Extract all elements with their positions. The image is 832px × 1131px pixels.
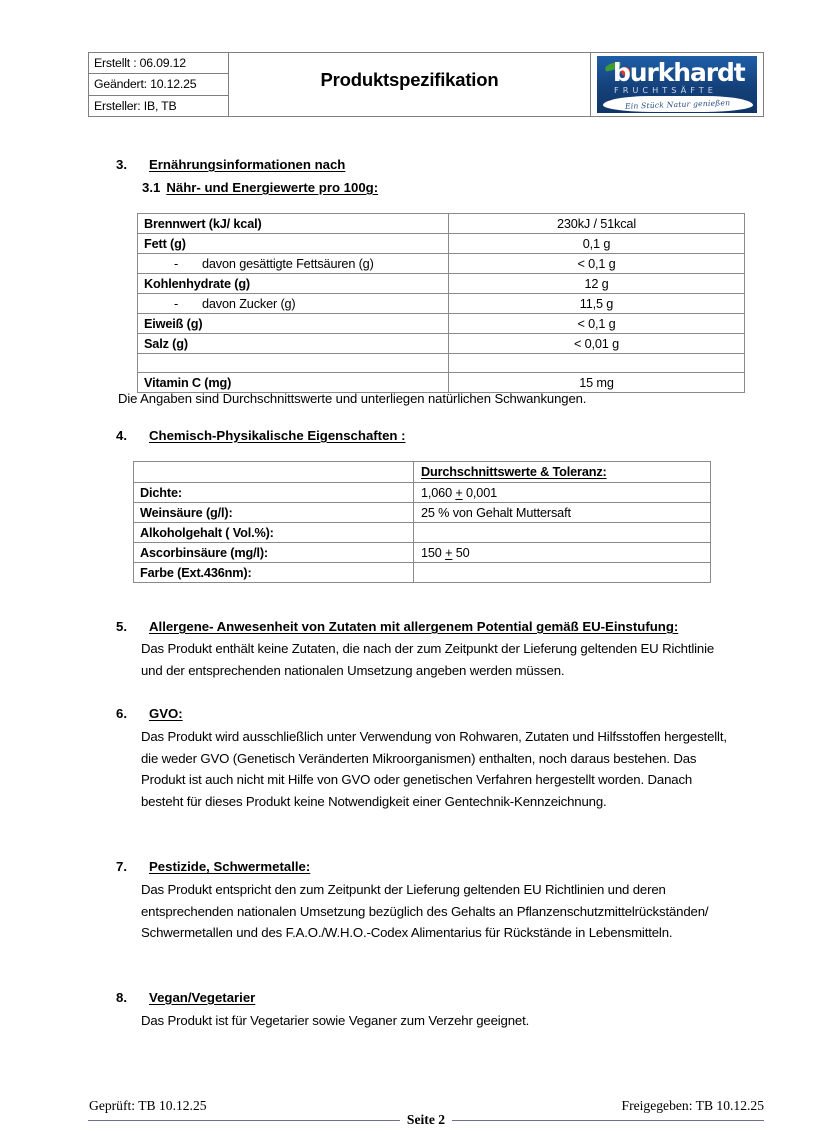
table-row — [138, 234, 745, 254]
logo-tagline: Ein Stück Natur genießen — [625, 97, 731, 111]
section-7-number: 7. — [116, 859, 127, 874]
nutrition-value-cell — [449, 373, 745, 393]
nutrition-value-cell — [449, 234, 745, 254]
section-5-body: Das Produkt enthält keine Zutaten, die nach der zum Zeitpunkt der Lieferung geltenden EU Richtlinie und der entsprechenden nationalen Umsetzung angeben werden müssen. — [141, 641, 715, 678]
nutrition-value: < 0,1 g — [577, 256, 616, 271]
nutrition-value: < 0,1 g — [577, 316, 616, 331]
section-5-heading — [116, 619, 678, 634]
table-row — [134, 503, 711, 523]
chem-label-cell — [134, 483, 414, 503]
section-8-heading — [116, 990, 255, 1005]
plus-minus-icon: + — [445, 545, 453, 560]
logo-ribbon — [603, 96, 753, 112]
nutrition-label-cell — [138, 214, 449, 234]
section-4-heading — [116, 428, 406, 443]
chem-value-pre: 1,060 — [421, 485, 456, 500]
chem-value-post: 0,001 — [462, 485, 498, 500]
table-row — [138, 214, 745, 234]
nutrition-value-cell — [449, 274, 745, 294]
chem-value-pre: 150 — [421, 545, 446, 560]
section-6-number: 6. — [116, 706, 127, 721]
section-3-1-heading — [142, 180, 378, 195]
table-row — [134, 523, 711, 543]
plus-minus-icon: + — [455, 485, 463, 500]
header-created-row: Erstellt : 06.09.12 — [89, 53, 228, 74]
document-footer — [88, 1098, 764, 1131]
nutrition-value-cell — [449, 294, 745, 314]
logo-box — [597, 56, 757, 113]
chem-value-cell — [414, 543, 711, 563]
table-row — [138, 314, 745, 334]
chem-label-cell — [134, 543, 414, 563]
nutrition-label-cell — [138, 334, 449, 354]
nutrition-value-cell — [449, 334, 745, 354]
chem-value-cell — [414, 523, 711, 543]
section-7-body: Das Produkt entspricht den zum Zeitpunkt der Lieferung geltenden EU Richtlinien und deren entsprechenden nationalen Umsetzung bezüglich des Gehalts an Pflanzenschutzmittelrückständen/ Schwermetallen und des F.A.O./W.H.O.-Codex Alimentarius für Rückstände in Lebensmitteln. — [141, 882, 709, 941]
nutrition-value: 15 mg — [579, 375, 614, 390]
nutrition-label-cell — [138, 234, 449, 254]
table-row — [138, 254, 745, 274]
nutrition-value: 0,1 g — [582, 236, 611, 251]
chem-label: Ascorbinsäure (mg/l): — [140, 545, 268, 560]
nutrition-label-cell — [138, 354, 449, 373]
chem-label-cell — [134, 523, 414, 543]
chem-label: Dichte: — [140, 485, 182, 500]
nutrition-value-cell — [449, 214, 745, 234]
chem-table-body — [134, 462, 711, 583]
nutrition-value: 12 g — [584, 276, 609, 291]
header-modified-row: Geändert: 10.12.25 — [89, 74, 228, 95]
page-number: Seite 2 — [400, 1112, 452, 1128]
bullet-dash-icon: - — [174, 256, 179, 271]
chem-label: Alkoholgehalt ( Vol.%): — [140, 525, 274, 540]
nutrition-label: Brennwert (kJ/ kcal) — [144, 216, 262, 231]
section-4-number: 4. — [116, 428, 127, 443]
nutrition-label: Vitamin C (mg) — [144, 375, 232, 390]
header-meta-block — [89, 53, 229, 116]
document-header — [88, 52, 764, 117]
nutrition-label: Kohlenhydrate (g) — [144, 276, 251, 291]
section-7-heading — [116, 859, 310, 874]
chem-header-label: Durchschnittswerte & Toleranz: — [421, 465, 607, 479]
section-7-title: Pestizide, Schwermetalle: — [149, 859, 311, 874]
table-row — [138, 274, 745, 294]
company-logo — [591, 53, 763, 116]
table-row — [134, 563, 711, 583]
nutrition-value-cell — [449, 354, 745, 373]
table-row — [138, 294, 745, 314]
section-3-1-number: 3.1 — [142, 180, 161, 195]
header-author-row: Ersteller: IB, TB — [94, 98, 177, 113]
chem-label: Weinsäure (g/l): — [140, 505, 233, 520]
section-3-title: Ernährungsinformationen nach — [149, 157, 346, 172]
section-4-title: Chemisch-Physikalische Eigenschaften : — [149, 428, 406, 443]
section-8-number: 8. — [116, 990, 127, 1005]
logo-wordmark: burkhardt — [613, 58, 745, 87]
page-title: Produktspezifikation — [229, 53, 591, 116]
bullet-dash-icon: - — [174, 296, 179, 311]
table-row — [138, 373, 745, 393]
nutrition-note: Die Angaben sind Durchschnittswerte und unterliegen natürlichen Schwankungen. — [118, 391, 587, 406]
chem-value-cell — [414, 503, 711, 523]
chem-label: Farbe (Ext.436nm): — [140, 565, 252, 580]
section-8-body: Das Produkt ist für Vegetarier sowie Veganer zum Verzehr geeignet. — [141, 1013, 530, 1028]
chem-label-cell — [134, 503, 414, 523]
section-6-title: GVO: — [149, 706, 183, 721]
chem-label-cell — [134, 563, 414, 583]
section-3-heading — [116, 157, 345, 172]
section-5-title: Allergene- Anwesenheit von Zutaten mit allergenem Potential gemäß EU-Einstufung: — [149, 619, 679, 634]
nutrition-label-cell — [138, 294, 449, 314]
table-row — [138, 354, 745, 373]
chem-value-post: 50 — [452, 545, 470, 560]
section-6-heading — [116, 706, 183, 721]
nutrition-label: Fett (g) — [144, 236, 186, 251]
table-row — [134, 483, 711, 503]
chem-value-cell — [414, 483, 711, 503]
chem-value-pre: 25 % von Gehalt Muttersaft — [421, 505, 571, 520]
nutrition-value: < 0,01 g — [573, 336, 619, 351]
nutrition-table-body — [138, 214, 745, 393]
table-row — [138, 334, 745, 354]
table-header-row — [134, 462, 711, 483]
footer-released-by: Freigegeben: TB 10.12.25 — [621, 1098, 764, 1113]
footer-checked-by: Geprüft: TB 10.12.25 — [89, 1098, 207, 1113]
nutrition-sub-label: davon Zucker (g) — [202, 296, 296, 311]
nutrition-label: Salz (g) — [144, 336, 188, 351]
chem-value-cell — [414, 563, 711, 583]
nutrition-value: 230kJ / 51kcal — [556, 216, 636, 231]
chem-header-value-cell — [414, 462, 711, 483]
section-8-title: Vegan/Vegetarier — [149, 990, 256, 1005]
section-3-number: 3. — [116, 157, 127, 172]
table-row — [134, 543, 711, 563]
chem-header-blank-cell — [134, 462, 414, 483]
chemical-properties-table — [133, 461, 711, 583]
nutrition-table — [137, 213, 745, 393]
nutrition-label-cell — [138, 314, 449, 334]
nutrition-label-cell — [138, 373, 449, 393]
section-6-body: Das Produkt wird ausschließlich unter Verwendung von Rohwaren, Zutaten und Hilfsstoffen hergestellt, die weder GVO (Genetisch Veränderten Mikroorganismen) enthalten, noch daraus bestehen. Das Produkt ist auch nicht mit Hilfe von GVO oder genetischen Verfahren hergestellt worden. Danach besteht für dieses Produkt keine Notwendigkeit einer Gentechnik-Kennzeichnung. — [141, 729, 727, 809]
logo-subtitle: FRUCHTSÄFTE — [614, 85, 717, 95]
section-5-number: 5. — [116, 619, 127, 634]
nutrition-value-cell — [449, 254, 745, 274]
nutrition-value: 11,5 g — [579, 296, 614, 311]
nutrition-value-cell — [449, 314, 745, 334]
nutrition-sub-label: davon gesättigte Fettsäuren (g) — [202, 256, 374, 271]
nutrition-label-cell — [138, 274, 449, 294]
section-3-1-title: Nähr- und Energiewerte pro 100g: — [166, 180, 379, 195]
nutrition-label: Eiweiß (g) — [144, 316, 203, 331]
nutrition-label-cell — [138, 254, 449, 274]
